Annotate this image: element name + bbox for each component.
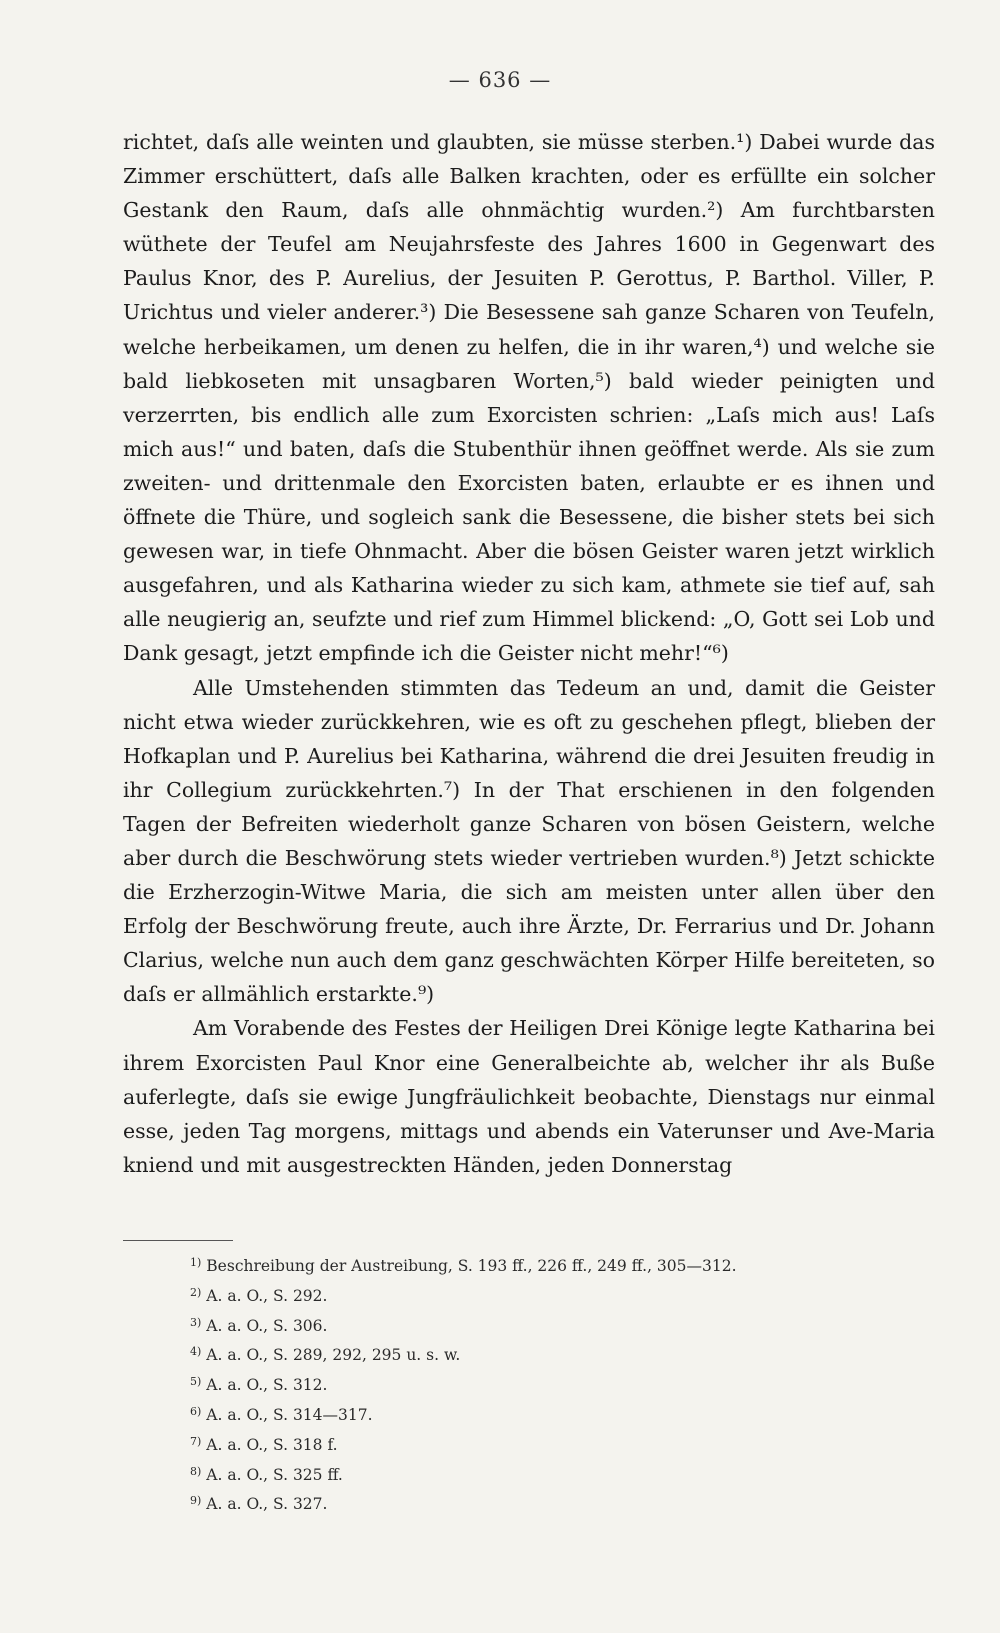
footnote: [190, 1369, 890, 1399]
footnotes: [190, 1250, 890, 1518]
footnote-mark: 4): [190, 1345, 202, 1359]
footnote-text: A. a. O., S. 312.: [206, 1376, 328, 1395]
footnote: [190, 1488, 890, 1518]
paragraph-2: Alle Umstehenden stimmten das Tedeum an und, damit die Geister nicht etwa wieder zurückkehren, wie es oft zu geschehen pflegt, blieben der Hofkaplan und P. Aurelius bei Katharina, während die drei Jesuiten freudig in ihr Collegium zurückkehrten.⁷) In der That erschienen in den folgenden Tagen der Befreiten wiederholt ganze Scharen von bösen Geistern, welche aber durch die Beschwörung stets wieder vertrieben wurden.⁸) Jetzt schickte die Erzherzogin-Witwe Maria, die sich am meisten unter allen über den Erfolg der Beschwörung freute, auch ihre Ärzte, Dr. Ferrarius und Dr. Johann Clarius, welche nun auch dem ganz geschwächten Körper Hilfe bereiteten, so daſs er allmählich erstarkte.⁹): [123, 675, 935, 1007]
footnote-text: A. a. O., S. 292.: [206, 1286, 328, 1305]
footnote: [190, 1459, 890, 1489]
footnote: [190, 1399, 890, 1429]
footnote-mark: 3): [190, 1315, 202, 1329]
footnote-text: A. a. O., S. 318 f.: [206, 1435, 338, 1454]
footnote-text: Beschreibung der Austreibung, S. 193 ff., 226 ff., 249 ff., 305—312.: [206, 1257, 737, 1275]
footnote-mark: 8): [190, 1464, 202, 1478]
paragraph-1: richtet, daſs alle weinten und glaubten, sie müsse sterben.¹) Dabei wurde das Zimmer erschüttert, daſs alle Balken krachten, oder es erfüllte ein solcher Gestank den Raum, daſs alle ohnmächtig wurden.²) Am furchtbarsten wüthete der Teufel am Neujahrsfeste des Jahres 1600 in Gegenwart des Paulus Knor, des P. Aurelius, der Jesuiten P. Gerottus, P. Barthol. Viller, P. Urichtus und vieler anderer.³) Die Besessene sah ganze Scharen von Teufeln, welche herbeikamen, um denen zu helfen, die in ihr waren,⁴) und welche sie bald liebkoseten mit unsagbaren Worten,⁵) bald wieder peinigten und verzerrten, bis endlich alle zum Exorcisten schrien: „Laſs mich aus! Laſs mich aus!“ und baten, daſs die Stubenthür ihnen geöffnet werde. Als sie zum zweiten- und drittenmale den Exorcisten baten, erlaubte er es ihnen und öffnete die Thüre, und sogleich sank die Besessene, die bisher stets bei sich gewesen war, in tiefe Ohnmacht. Aber die bösen Geister waren jetzt wirklich ausgefahren, und als Katharina wieder zu sich kam, athmete sie tief auf, sah alle neugierig an, seufzte und rief zum Himmel blickend: „O, Gott sei Lob und Dank gesagt, jetzt empfinde ich die Geister nicht mehr!“⁶): [123, 130, 935, 666]
footnote: [190, 1429, 890, 1459]
footnote: [190, 1339, 890, 1369]
page-number: — 636 —: [448, 68, 552, 92]
footnote-mark: 5): [190, 1375, 202, 1389]
footnote: [190, 1280, 890, 1310]
footnote-text: A. a. O., S. 289, 292, 295 u. s. w.: [206, 1346, 461, 1365]
footnote-text: A. a. O., S. 325 ff.: [206, 1465, 343, 1484]
body-text: [123, 125, 935, 1182]
footnote-text: A. a. O., S. 327.: [206, 1495, 328, 1514]
footnote-mark: 2): [190, 1285, 202, 1299]
footnote-text: A. a. O., S. 306.: [206, 1316, 328, 1335]
footnote-text: A. a. O., S. 314—317.: [206, 1405, 373, 1424]
footnote-mark: 1): [190, 1256, 202, 1269]
footnote: [190, 1250, 890, 1280]
footnote-mark: 9): [190, 1494, 202, 1508]
footnote-mark: 6): [190, 1404, 202, 1418]
paragraph-3: Am Vorabende des Festes der Heiligen Drei Könige legte Katharina bei ihrem Exorcisten Paul Knor eine Generalbeichte ab, welcher ihr als Buße auferlegte, daſs sie ewige Jungfräulichkeit beobachte, Dienstags nur einmal esse, jeden Tag morgens, mittags und abends ein Vaterunser und Ave-Maria kniend und mit ausgestreckten Händen, jeden Donnerstag: [123, 1016, 935, 1177]
footnote: [190, 1310, 890, 1340]
footnote-separator: [123, 1240, 233, 1241]
footnote-mark: 7): [190, 1434, 202, 1448]
